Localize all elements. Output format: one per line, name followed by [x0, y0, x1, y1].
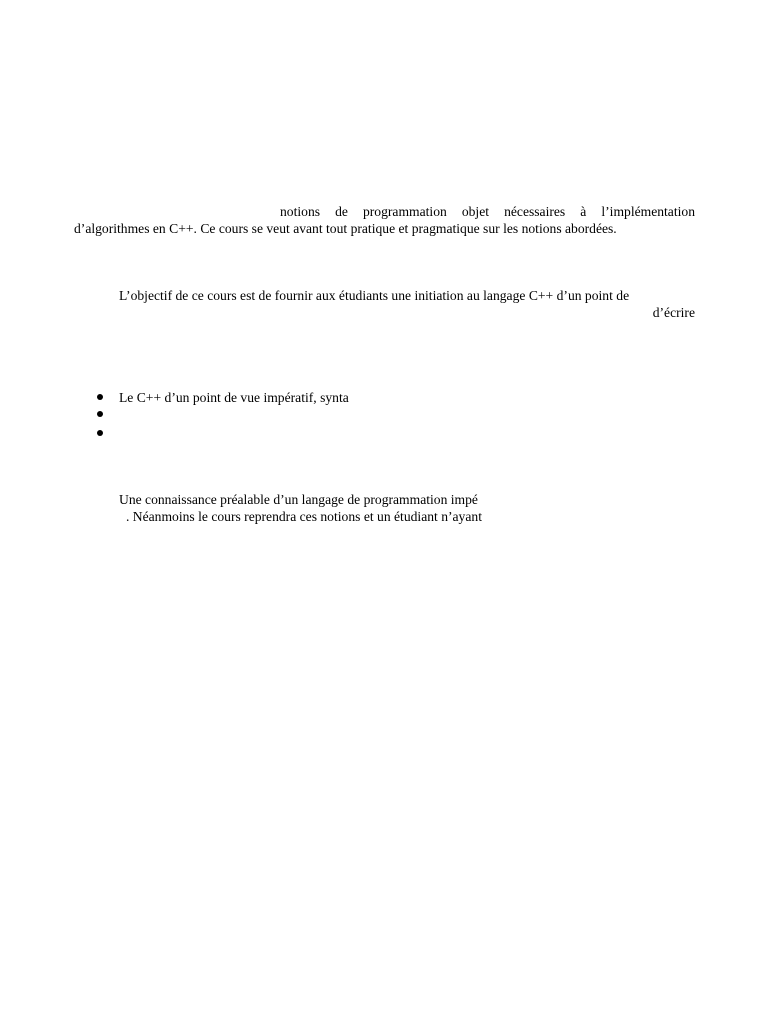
bullet-icon [97, 394, 103, 400]
paragraph3-line2: . Néanmoins le cours reprendra ces notions et un étudiant n’ayant [126, 509, 482, 524]
bullet-icon [97, 430, 103, 436]
paragraph1-line1-text: notions de programmation objet nécessaires à l’implémentation [280, 204, 695, 219]
paragraph2-line2: d’écrire [652, 305, 695, 320]
bullet-icon [97, 411, 103, 417]
paragraph3-line1: Une connaissance préalable d’un langage de programmation impé [119, 492, 478, 507]
paragraph2-line1: L’objectif de ce cours est de fournir aux étudiants une initiation au langage C++ d’un point de [119, 288, 630, 303]
paragraph1-line2: d’algorithmes en C++. Ce cours se veut avant tout pratique et pragmatique sur les notions abordées. [74, 221, 617, 236]
list-item-text: Le C++ d’un point de vue impératif, synta [119, 390, 349, 405]
